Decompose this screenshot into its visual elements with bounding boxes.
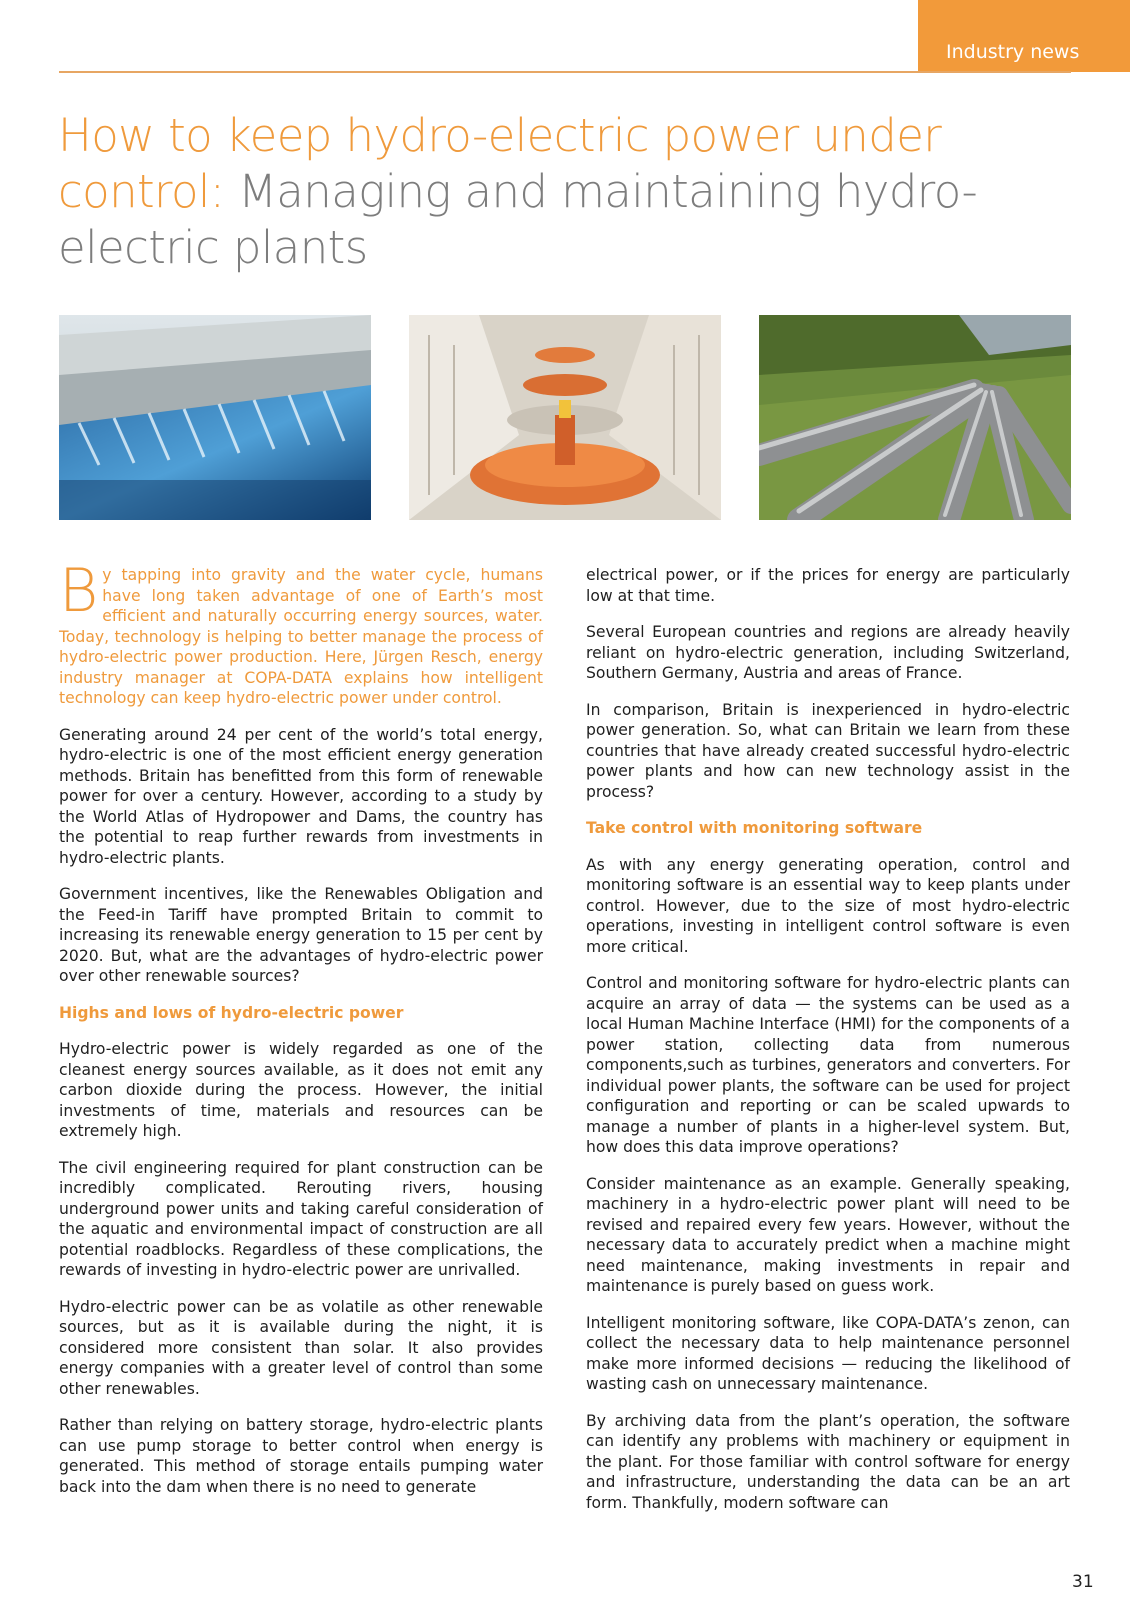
paragraph: Control and monitoring software for hydro-electric plants can acquire an array of data — the systems can be used as a local Human Machine Interface (HMI) for the components of a power station, collecting data from numerous components,such as turbines, generators and converters. For individual power plants, the software can be used for project configuration and reporting or can be scaled upwards to manage a number of plants in a higher-level system. But, how does this data improve operations? xyxy=(586,974,1070,1156)
subheading: Highs and lows of hydro-electric power xyxy=(59,1003,404,1022)
article-column-left xyxy=(59,556,543,1513)
paragraph: As with any energy generating operation, control and monitoring software is an essential way to keep plants under control. However, due to the size of most hydro-electric operations, investing in intelligent control software is even more critical. xyxy=(586,855,1070,956)
paragraph: Rather than relying on battery storage, hydro-electric plants can use pump storage to better control when energy is generated. This method of storage entails pumping water back into the dam when there is no need to generate xyxy=(59,1416,543,1496)
standfirst xyxy=(59,556,543,709)
turbine-hall-photo xyxy=(409,315,721,520)
paragraph: By archiving data from the plant’s operation, the software can identify any problems with machinery or equipment in the plant. For those familiar with control software for energy and infrastructure, understanding the data can be an art form. Thankfully, modern software can xyxy=(586,1411,1070,1512)
headline-accent: How to keep hydro-electric power under control: xyxy=(58,109,942,218)
paragraph: Consider maintenance as an example. Generally speaking, machinery in a hydro-electric power plant will need to be revised and repaired every few years. However, without the necessary data to accurately predict when a machine might need maintenance, making investments in repair and maintenance is purely based on guess work. xyxy=(586,1174,1070,1295)
paragraph: Government incentives, like the Renewables Obligation and the Feed-in Tariff have prompted Britain to commit to increasing its renewable energy generation to 15 per cent by 2020. But, what are the advantages of hydro-electric power over other renewable sources? xyxy=(59,885,543,985)
standfirst-text: y tapping into gravity and the water cycle, humans have long taken advantage of one of Earth’s most efficient and naturally occurring energy sources, water. Today, technology is helping to better manage the process of hydro-electric power production. Here, Jürgen Resch, energy industry manager at COPA-DATA explains how intelligent technology can keep hydro-electric power under control. xyxy=(59,566,543,707)
paragraph: Generating around 24 per cent of the world’s total energy, hydro-electric is one of the most efficient energy generation methods. Britain has benefitted from this form of renewable power for over a century. However, according to a study by the World Atlas of Hydropower and Dams, the country has the potential to reap further rewards from investments in hydro-electric plants. xyxy=(59,725,543,867)
penstock-pipes-photo xyxy=(759,315,1071,520)
subheading: Take control with monitoring software xyxy=(586,819,923,837)
page-number: 31 xyxy=(1072,1572,1094,1592)
paragraph: Hydro-electric power can be as volatile as other renewable sources, but as it is available during the night, it is considered more consistent than solar. It also provides energy companies with a greater level of control than some other renewables. xyxy=(59,1297,543,1398)
section-tab: Industry news xyxy=(918,0,1130,72)
spillway-photo xyxy=(59,315,371,520)
header-divider xyxy=(59,71,1071,73)
paragraph: Hydro-electric power is widely regarded as one of the cleanest energy sources available, as it does not emit any carbon dioxide during the process. However, the initial investments of time, materials and resources can be extremely high. xyxy=(59,1040,543,1140)
article-headline xyxy=(58,108,1078,276)
paragraph: The civil engineering required for plant construction can be incredibly complicated. Rerouting rivers, housing underground power units and taking careful consideration of the aquatic and environmental impact of construction are all potential roadblocks. Regardless of these complications, the rewards of investing in hydro-electric power are unrivalled. xyxy=(59,1158,543,1279)
paragraph: In comparison, Britain is inexperienced in hydro-electric power generation. So, what can Britain we learn from these countries that have already created successful hydro-electric power plants and how can new technology assist in the process? xyxy=(586,700,1070,801)
paragraph: Intelligent monitoring software, like COPA-DATA’s zenon, can collect the necessary data to help maintenance personnel make more informed decisions — reducing the likelihood of wasting cash on unnecessary maintenance. xyxy=(586,1313,1070,1393)
paragraph: electrical power, or if the prices for energy are particularly low at that time. xyxy=(586,566,1070,605)
drop-cap: B xyxy=(59,556,99,626)
article-column-right xyxy=(586,565,1070,1529)
headline-rest: Managing and maintaining hydro-electric plants xyxy=(58,165,978,274)
paragraph: Several European countries and regions are already heavily reliant on hydro-electric generation, including Switzerland, Southern Germany, Austria and areas of France. xyxy=(586,623,1070,682)
